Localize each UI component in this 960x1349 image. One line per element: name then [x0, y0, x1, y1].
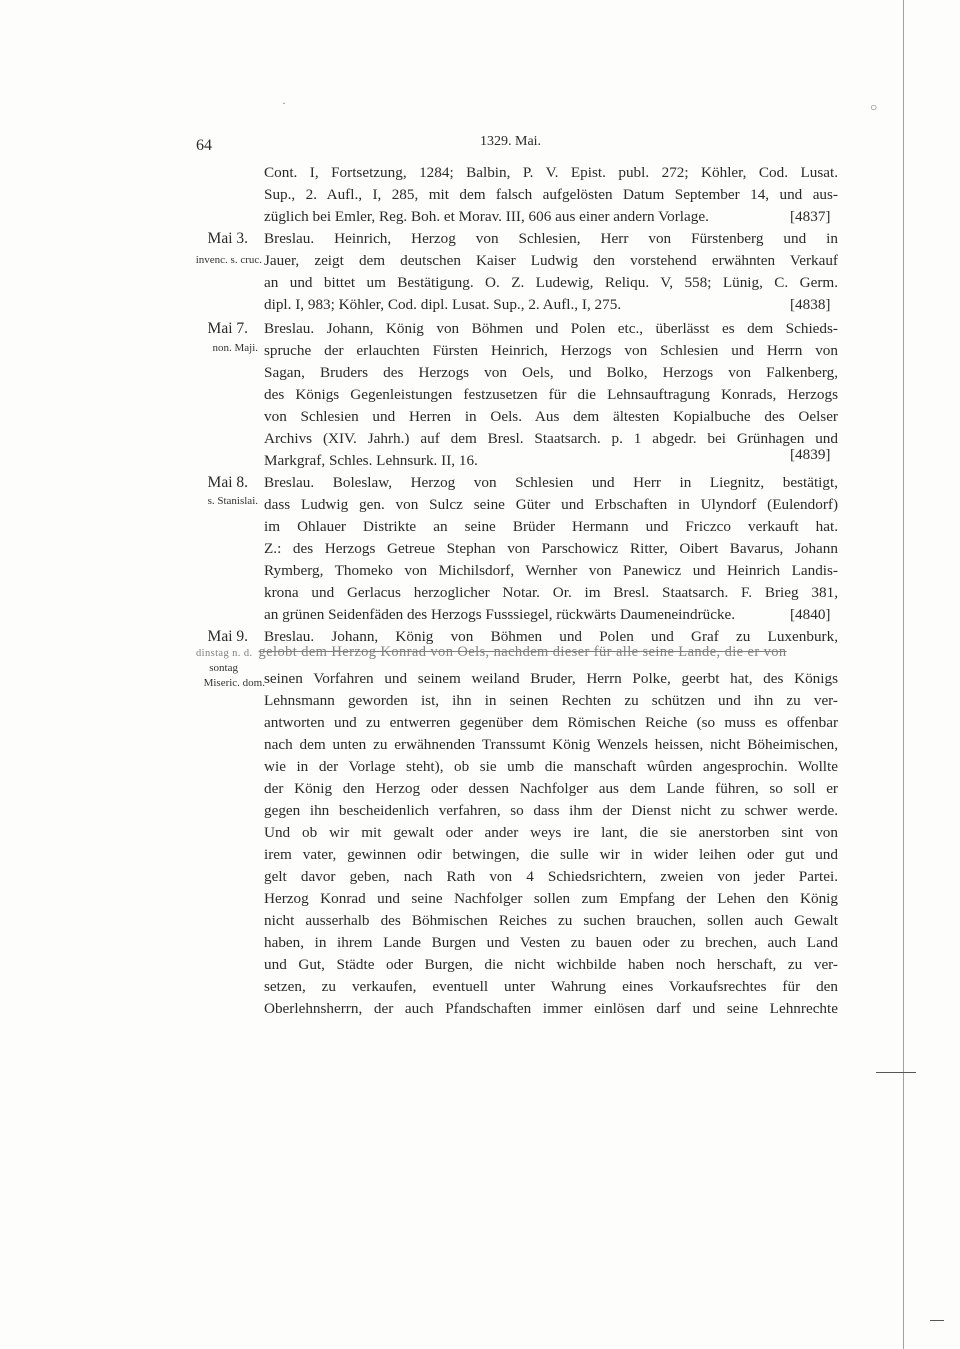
entry-feast-note: invenc. s. cruc.: [195, 254, 262, 266]
entry-line: Lehnsmann geworden ist, ihn in seinen Rechten zu schützen und ihn zu ver-: [264, 692, 838, 709]
entry-line: dipl. I, 983; Köhler, Cod. dipl. Lusat. Sup., 2. Aufl., I, 275.: [264, 296, 622, 313]
entry-number: [4838]: [790, 296, 831, 313]
entry-line: Sagan, Bruders des Herzogs von Oels, und Bolko, Herzogs von Falkenberg,: [264, 364, 838, 381]
scan-edge-mark: [930, 1320, 944, 1321]
entry-line: Jauer, zeigt dem deutschen Kaiser Ludwig den vorstehend erwähnten Verkauf: [264, 252, 838, 269]
entry-line: Breslau. Boleslaw, Herzog von Schlesien und Herr in Liegnitz, bestätigt,: [264, 474, 838, 491]
entry-line: Archivs (XIV. Jahrh.) auf dem Bresl. Staatsarch. p. 1 abgedr. bei Grünhagen und: [264, 430, 838, 447]
entry-date: Mai 3.: [207, 230, 248, 247]
entry-line: dass Ludwig gen. von Sulcz seine Güter und Erbschaften in Ulyndorf (Eulendorf): [264, 496, 838, 513]
scan-edge-mark: [876, 1072, 916, 1073]
entry-line: antworten und zu entwerren gegenüber dem Römischen Reiche (so muss es offenbar: [264, 714, 838, 731]
entry-line: Breslau. Johann, König von Böhmen und Polen und Graf zu Luxenburk,: [264, 628, 838, 645]
page-number: 64: [196, 137, 212, 154]
entry-line: des Königs Gegenleistungen festzusetzen für die Lehnsauftragung Konrads, Herzogs: [264, 386, 838, 403]
entry-line: an und bittet um Bestätigung. O. Z. Ludewig, Reliqu. V, 558; Lünig, C. Germ.: [264, 274, 838, 291]
entry-line: Z.: des Herzogs Getreue Stephan von Parschowicz Ritter, Oibert Bavarus, Johann: [264, 540, 838, 557]
entry-date: Mai 8.: [207, 474, 248, 491]
entry-line: seinen Vorfahren und seinem weiland Bruder, Herrn Polke, geerbt hat, des Königs: [264, 670, 838, 687]
entry-line: irem vater, gewinnen odir betwingen, die sulle wir in wider leihen oder gut und: [264, 846, 838, 863]
entry-line: gegen ihn bescheidenlich verfahren, so dass ihm der Dienst nicht zu schwer werde.: [264, 802, 838, 819]
entry-line: Rymberg, Thomeko von Michilsdorf, Wernher von Panewicz und Heinrich Landis-: [264, 562, 838, 579]
entry-line: von Schlesien und Herren in Oels. Aus dem ältesten Kopialbuche des Oelser: [264, 408, 838, 425]
entry-line: gelt davor geben, nach Rath von 4 Schiedsrichtern, zweien von jeder Partei.: [264, 868, 838, 885]
entry-line: Breslau. Heinrich, Herzog von Schlesien, Herr von Fürstenberg und in: [264, 230, 838, 247]
margin-note-dinstag: dinstag n. d.: [196, 648, 253, 659]
continuation-line: Cont. I, Fortsetzung, 1284; Balbin, P. V. Epist. publ. 272; Köhler, Cod. Lusat.: [264, 164, 838, 181]
entry-date: Mai 9.: [207, 628, 248, 645]
entry-line: im Ohlauer Distrikte an seine Brüder Hermann und Friczco verkauft hat.: [264, 518, 838, 535]
entry-number: [4839]: [790, 446, 831, 463]
entry-date: Mai 7.: [207, 320, 248, 337]
continuation-line: züglich bei Emler, Reg. Boh. et Morav. III, 606 aus einer andern Vorlage.: [264, 208, 709, 225]
entry-line: krona und Gerlacus herzoglicher Notar. Or. im Bresl. Staatsarch. F. Brieg 381,: [264, 584, 838, 601]
entry-line: spruche der erlauchten Fürsten Heinrich, Herzogs von Schlesien und Herrn von: [264, 342, 838, 359]
entry-feast-note: non. Maji.: [212, 342, 258, 354]
entry-line: nicht ausserhalb des Böhmischen Reiches zu suchen brauchen, sollen auch Gewalt: [264, 912, 838, 929]
cut-off-line: [196, 645, 836, 659]
cut-off-line-text: gelobt dem Herzog Konrad von Oels, nachdem dieser für alle seine Lande, die er von: [258, 645, 787, 659]
entry-line: Oberlehnsherrn, der auch Pfandschaften immer einlösen darf und seine Lehnrechte: [264, 1000, 838, 1017]
running-head: 1329. Mai.: [480, 134, 542, 149]
entry-line: Herzog Konrad und seine Nachfolger sollen zum Empfang der Lehen den König: [264, 890, 838, 907]
entry-line: Markgraf, Schles. Lehnsurk. II, 16.: [264, 452, 478, 469]
scan-speck: ○: [870, 100, 878, 114]
entry-line: Und ob wir mit gewalt oder ander weys ire lant, die sie anerstorben sint von: [264, 824, 838, 841]
entry-number: [4837]: [790, 208, 831, 225]
continuation-line: Sup., 2. Aufl., I, 285, mit dem falsch aufgelösten Datum September 14, und aus-: [264, 186, 838, 203]
entry-line: nach dem unten zu erwähnenden Transsumt König Wenzels heissen, nicht Böheimischen,: [264, 736, 838, 753]
entry-line: an grünen Seidenfäden des Herzogs Fusssiegel, rückwärts Daumeneindrücke.: [264, 606, 736, 623]
margin-note-miseric: Miseric. dom.: [203, 677, 265, 689]
entry-feast-note: s. Stanislai.: [207, 495, 258, 507]
entry-line: Breslau. Johann, König von Böhmen und Polen etc., überlässt es dem Schieds-: [264, 320, 838, 337]
scan-edge-line: [903, 0, 904, 1349]
entry-number: [4840]: [790, 606, 831, 623]
entry-line: der König den Herzog oder dessen Nachfolger aus dem Lande führen, so soll er: [264, 780, 838, 797]
entry-line: haben, in ihrem Lande Burgen und Vesten zu bauen oder zu brechen, auch Land: [264, 934, 838, 951]
entry-line: wie in der Vorlage steht), ob sie umb die manschaft wûrden angesprochin. Wollte: [264, 758, 838, 775]
margin-note-sontag: sontag: [209, 662, 238, 674]
scan-speck: ·: [282, 96, 286, 110]
entry-line: und Gut, Städte oder Burgen, die nicht wichbilde haben noch herschaft, zu ver-: [264, 956, 838, 973]
entry-line: setzen, zu verkaufen, eventuell unter Wahrung eines Vorkaufsrechtes für den: [264, 978, 838, 995]
